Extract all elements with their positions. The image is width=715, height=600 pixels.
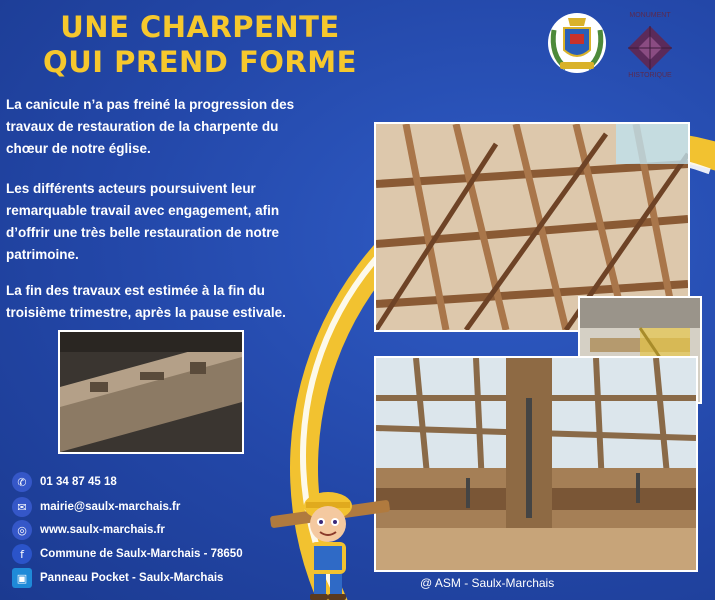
mail-icon: ✉	[12, 497, 32, 517]
photo-decayed-beam	[58, 330, 244, 454]
website-url: www.saulx-marchais.fr	[40, 524, 165, 536]
panneau-pocket-label: Panneau Pocket - Saulx-Marchais	[40, 572, 224, 584]
facebook-icon: f	[12, 544, 32, 564]
phone-number: 01 34 87 45 18	[40, 476, 117, 488]
contact-phone[interactable]	[12, 471, 312, 493]
photo-beam-closeup	[374, 356, 698, 572]
contact-website[interactable]	[12, 519, 312, 541]
contact-email[interactable]	[12, 496, 312, 518]
poster-title	[20, 10, 380, 80]
monument-label-bottom: HISTORIQUE	[628, 72, 672, 79]
contact-panneau-pocket[interactable]	[12, 567, 312, 589]
saulx-marchais-crest-icon	[546, 10, 608, 76]
contact-facebook[interactable]	[12, 543, 312, 565]
phone-icon: ✆	[12, 472, 32, 492]
title-line-1: UNE CHARPENTE	[60, 10, 340, 44]
monument-historique-logo	[620, 12, 680, 82]
paragraph-end-of-works: La fin des travaux est estimée à la fin du troisième trimestre, après la pause estivale.	[6, 283, 286, 320]
panneau-pocket-icon: ▣	[12, 568, 32, 588]
worker-mascot-icon	[270, 478, 390, 600]
email-address: mairie@saulx-marchais.fr	[40, 501, 181, 513]
monument-label-top: MONUMENT	[629, 12, 671, 19]
globe-icon: ◎	[12, 520, 32, 540]
photo-credit: @ ASM - Saulx-Marchais	[420, 576, 555, 590]
paragraph-heatwave: La canicule n’a pas freiné la progression des travaux de restauration de la charpente du chœur de notre église.	[6, 97, 295, 156]
title-line-2: QUI PREND FORME	[43, 45, 357, 79]
facebook-page: Commune de Saulx-Marchais - 78650	[40, 548, 243, 560]
paragraph-actors: Les différents acteurs poursuivent leur remarquable travail avec engagement, afin d’offrir une très belle restauration de notre patrimoine.	[6, 181, 280, 262]
